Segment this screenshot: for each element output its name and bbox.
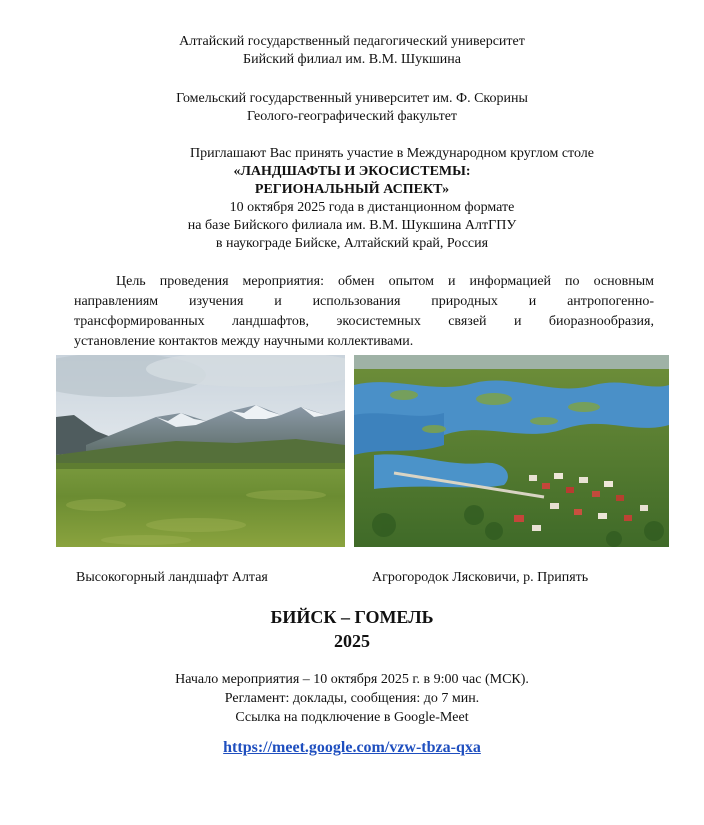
cities-heading: БИЙСК – ГОМЕЛЬ: [270, 607, 434, 627]
org2-faculty: Геолого-географический факультет: [246, 109, 458, 124]
invitation-intro: Приглашают Вас принять участие в Международном круглом столе: [190, 146, 594, 161]
lyaskovichi-aerial-photo: [354, 355, 669, 547]
goal-line: трансформированных ландшафтов, экосистемных связей и биоразнообразия,: [74, 314, 654, 329]
meet-link-container: [0, 738, 704, 758]
event-title-line1: «ЛАНДШАФТЫ И ЭКОСИСТЕМЫ:: [233, 164, 471, 179]
goal-paragraph: [74, 272, 654, 352]
goal-line: Цель проведения мероприятия: обмен опытом и информацией по основным: [116, 274, 654, 289]
event-venue: на базе Бийского филиала им. В.М. Шукшина АлтГПУ: [187, 218, 517, 233]
org1-branch: Бийский филиал им. В.М. Шукшина: [243, 52, 461, 67]
year-heading: 2025: [334, 631, 370, 651]
event-title-line2: РЕГИОНАЛЬНЫЙ АСПЕКТ»: [254, 182, 450, 197]
start-time: Начало мероприятия – 10 октября 2025 г. в 9:00 час (МСК).: [175, 672, 529, 687]
altai-mountain-photo: [56, 355, 345, 547]
left-photo-caption: Высокогорный ландшафт Алтая: [76, 570, 268, 585]
org2-name: Гомельский государственный университет им. Ф. Скорины: [176, 91, 528, 106]
event-date: 10 октября 2025 года в дистанционном формате: [229, 200, 515, 215]
meet-link-label: Ссылка на подключение в Google-Meet: [235, 710, 469, 725]
rules: Регламент: доклады, сообщения: до 7 мин.: [224, 691, 480, 706]
goal-line: направлениям изучения и использования природных и антропогенно-: [74, 294, 654, 309]
right-photo-caption: Агрогородок Лясковичи, р. Припять: [372, 570, 589, 585]
meet-link[interactable]: https://meet.google.com/vzw-tbza-qxa: [223, 739, 481, 756]
org1-name: Алтайский государственный педагогический университет: [179, 34, 525, 49]
goal-line: установление контактов между научными коллективами.: [74, 334, 414, 349]
event-city: в наукограде Бийске, Алтайский край, Россия: [215, 236, 489, 251]
